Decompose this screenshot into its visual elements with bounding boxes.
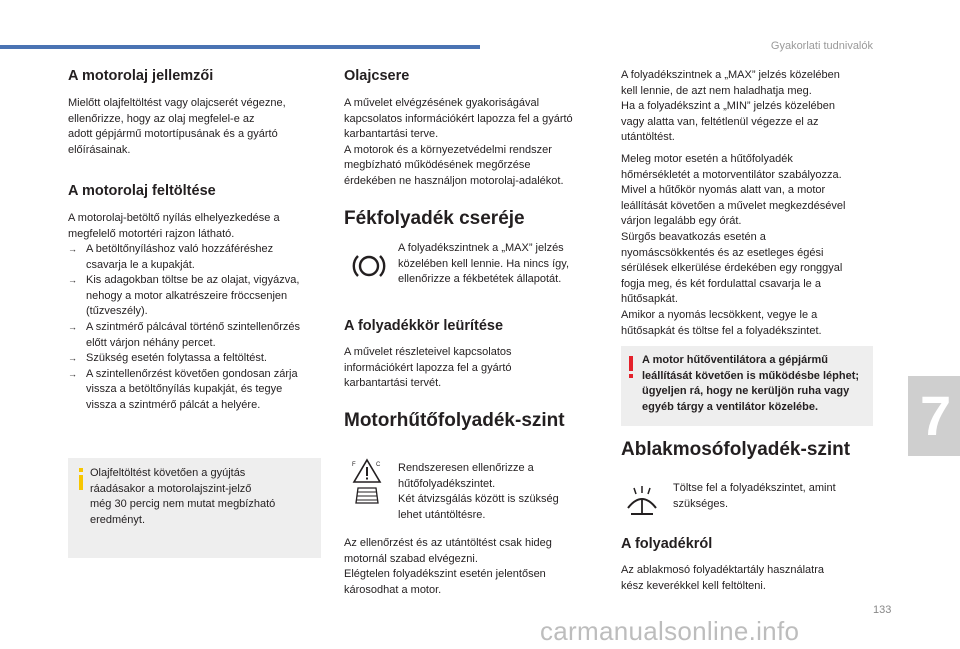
text-about-fluids: Az ablakmosó folyadéktartály használatra kész keverékkel kell feltölteni. — [621, 564, 824, 592]
heading-washer-fluid: Ablakmosófolyadék-szint — [621, 439, 851, 460]
heading-oil-filling: A motorolaj feltöltése — [68, 183, 216, 199]
chapter-tab — [908, 376, 960, 456]
text-washer-fluid: Töltse fel a folyadékszintet, amint szükséges. — [673, 482, 836, 510]
section-title: Gyakorlati tudnivalók — [770, 40, 873, 52]
heading-about-fluids: A folyadékról — [621, 536, 713, 552]
info-icon — [77, 468, 85, 495]
svg-text:C: C — [376, 462, 381, 468]
text-oil-change: A művelet elvégzésének gyakoriságával kapcsolatos információkért lapozza fel a gyártó karbantartási terve. A motorok és a környezetvédelmi rendszer megbízható működésének megőrzése érdekében ne használjon motorolaj-adalékot. — [344, 97, 573, 187]
oil-filling-steps — [68, 242, 338, 414]
info-note-text: Olajfeltöltést követően a gyújtás ráadásakor a motorolajszint-jelző még 30 percig nem mutat megbízható eredményt. — [90, 467, 276, 526]
heading-oil-characteristics: A motorolaj jellemzői — [68, 68, 214, 84]
warning-icon — [627, 356, 635, 385]
coolant-warning-icon — [352, 458, 382, 511]
text-oil-filling: A motorolaj-betöltő nyílás elhelyezkedése a megfelelő motortéri rajzon látható. — [68, 212, 280, 240]
heading-coolant: Motorhűtőfolyadék-szint — [344, 410, 565, 431]
list-item: → Kis adagokban töltse be az olajat, vigyázva, nehogy a motor alkatrészeire fröccsenjen (tűzveszély). — [68, 273, 338, 320]
page-number: 133 — [873, 604, 892, 616]
list-item: → A betöltőnyíláshoz való hozzáféréshez csavarja le a kupakját. — [68, 242, 338, 273]
header-accent-bar — [0, 45, 480, 49]
info-note-box — [68, 458, 321, 558]
list-item: → Szükség esetén folytassa a feltöltést. — [68, 351, 338, 367]
text-oil-characteristics: Mielőtt olajfeltöltést vagy olajcserét végezne, ellenőrizze, hogy az olaj megfelel-e az adott gépjármű motortípusának és a gyártó előírásainak. — [68, 97, 286, 156]
text-coolant-max: A folyadékszintnek a „MAX” jelzés közelében kell lennie, de azt nem haladhatja meg. Ha a folyadékszint a „MIN” jelzés közelében vagy alatta van, feltétlenül végezze el az utántöltést. — [621, 69, 840, 144]
warning-text: A motor hűtőventilátora a gépjármű leállítását követően is működésbe léphet; ügyeljen rá, hogy ne kerüljön ruha vagy egyéb tárgy a ventilátor közelébe. — [642, 354, 860, 413]
text-hot-engine: Meleg motor esetén a hűtőfolyadék hőmérsékletét a motorventilátor szabályozza. Mivel a hűtőkör nyomás alatt van, a motor leállítását követően a művelet megkezdésével várjon legalább egy órát. Sürgős beavatkozás esetén a nyomáscsökkentés és az esetleges égési sérülések elkerülése érdekében egy ronggyal fogja meg, és két fordulattal csavarja le a hűtősapkát. Amikor a nyomás lecsökkent, vegye le a hűtősapkát és töltse fel a folyadékszintet. — [621, 153, 846, 337]
text-coolant-cold: Az ellenőrzést és az utántöltést csak hideg motornál szabad elvégezni. Elégtelen folyadékszint esetén jelentősen károsodhat a motor. — [344, 537, 552, 596]
heading-brake-fluid: Fékfolyadék cseréje — [344, 208, 525, 229]
watermark: carmanualsonline.info — [540, 616, 800, 646]
warning-box — [621, 346, 873, 426]
list-item: → A szintmérő pálcával történő szintellenőrzés előtt várjon néhány percet. — [68, 320, 338, 351]
svg-text:F: F — [352, 462, 356, 468]
heading-brake-drain: A folyadékkör leürítése — [344, 318, 504, 334]
washer-icon — [624, 484, 660, 525]
text-brake-drain: A művelet részleteivel kapcsolatos információkért lapozza fel a gyártó karbantartási tervét. — [344, 346, 512, 390]
chapter-number: 7 — [920, 384, 952, 447]
text-brake-fluid: A folyadékszintnek a „MAX” jelzés közelében kell lennie. Ha nincs így, ellenőrizze a fékbetétek állapotát. — [398, 242, 570, 286]
heading-oil-change: Olajcsere — [344, 68, 410, 84]
brake-warning-icon — [352, 252, 386, 285]
list-item: → A szintellenőrzést követően gondosan zárja vissza a betöltőnyílás kupakját, és tegye vissza a szintmérő pálcát a helyére. — [68, 367, 338, 414]
text-coolant-check: Rendszeresen ellenőrizze a hűtőfolyadékszintet. Két átvizsgálás között is szükség lehet utántöltésre. — [398, 462, 559, 521]
